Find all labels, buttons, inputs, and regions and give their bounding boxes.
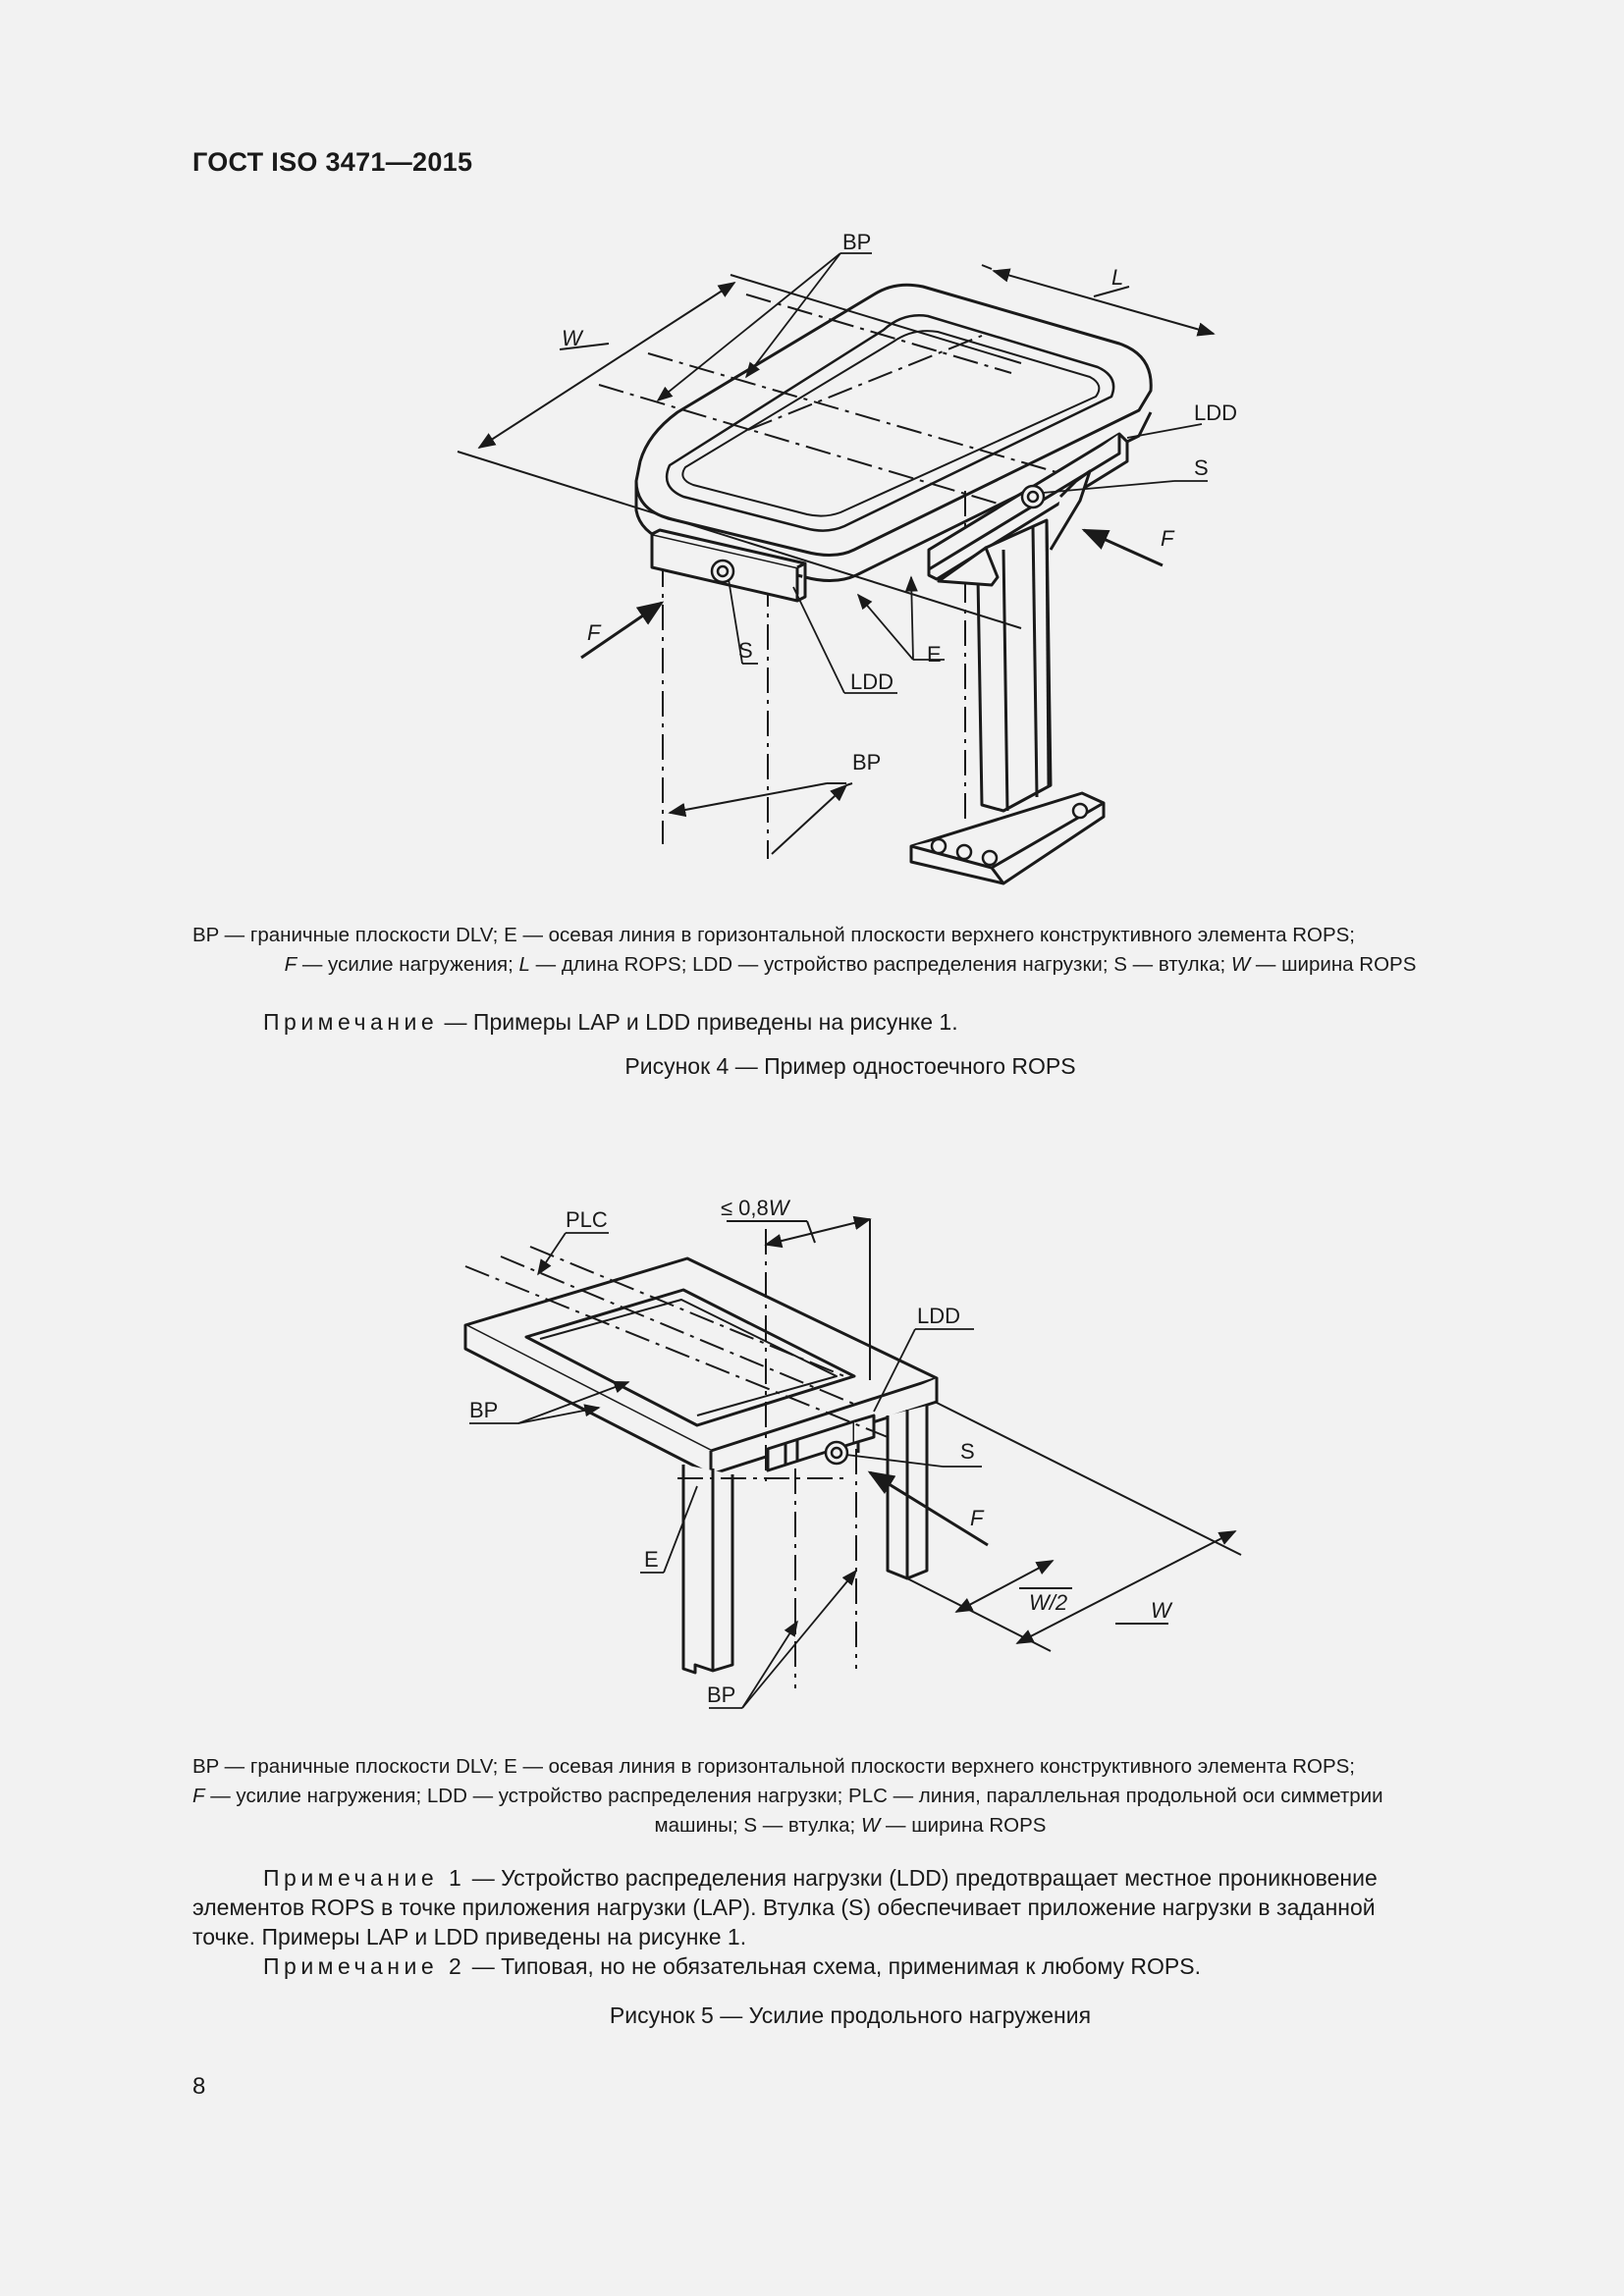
fig5-legend-line2: F — усилие нагружения; LDD — устройство распределения нагрузки; PLC — линия, параллельная продольной оси симметрии	[192, 1785, 1383, 1807]
fig5-label-ldd: LDD	[917, 1304, 961, 1328]
fig5-label-plc: PLC	[566, 1207, 608, 1232]
fig5-label-bp-left: BP	[469, 1398, 499, 1422]
fig5-label-bp-bottom: BP	[707, 1682, 736, 1707]
fig5-note2: Примечание 2 — Типовая, но не обязательная схема, применимая к любому ROPS.	[263, 1953, 1202, 1979]
fig4-label-bp-top: BP	[842, 230, 872, 254]
fig4-label-l: L	[1111, 265, 1124, 290]
figure-4-note: Примечание — Примеры LAP и LDD приведены на рисунке 1.	[263, 1009, 958, 1035]
fig4-label-f-right: F	[1161, 526, 1174, 551]
figure-5-notes	[192, 1863, 1508, 1981]
fig4-legend-line2: F — усилие нагружения; L — длина ROPS; LDD — устройство распределения нагрузки; S — втулка; W — ширина ROPS	[284, 953, 1417, 976]
fig5-label-w: W	[1151, 1598, 1171, 1623]
fig4-label-s-right: S	[1194, 455, 1209, 480]
fig5-label-f: F	[970, 1506, 984, 1530]
figure-4-legend	[192, 921, 1508, 980]
fig5-label-e: E	[644, 1547, 659, 1572]
fig5-label-w-half: W/2	[1029, 1590, 1068, 1615]
fig4-label-ldd-bottom: LDD	[850, 669, 894, 694]
fig5-label-dim: ≤ 0,8W	[721, 1196, 789, 1220]
figure-5-caption: Рисунок 5 — Усилие продольного нагружения	[609, 2002, 1092, 2028]
fig5-legend-line3: машины; S — втулка; W — ширина ROPS	[654, 1814, 1047, 1837]
fig4-legend-line1: BP — граничные плоскости DLV; E — осевая линия в горизонтальной плоскости верхнего конструктивного элемента ROPS;	[192, 924, 1356, 946]
fig4-label-w: W	[562, 326, 582, 350]
figure-4-caption: Рисунок 4 — Пример одностоечного ROPS	[624, 1053, 1076, 1079]
fig5-legend-line1: BP — граничные плоскости DLV; E — осевая линия в горизонтальной плоскости верхнего конструктивного элемента ROPS;	[192, 1755, 1356, 1778]
fig4-label-ldd-right: LDD	[1194, 400, 1238, 425]
fig5-label-s: S	[960, 1439, 975, 1464]
document-header: ГОСТ ISO 3471—2015	[192, 147, 473, 177]
figure-5-drawing	[0, 1158, 1624, 1747]
page-number: 8	[192, 2073, 206, 2100]
fig4-label-s-left: S	[738, 638, 753, 663]
fig4-label-bp-bottom: BP	[852, 750, 882, 774]
figure-5-legend	[192, 1752, 1508, 1841]
figure-4-drawing	[0, 0, 1624, 903]
fig5-note1-line2: элементов ROPS в точке приложения нагрузки (LAP). Втулка (S) обеспечивает приложение нагрузки в заданной	[192, 1895, 1376, 1920]
fig5-note1-line1: Примечание 1 — Устройство распределения нагрузки (LDD) предотвращает местное проникновение	[263, 1865, 1378, 1891]
fig4-label-f-left: F	[587, 620, 601, 645]
fig4-label-e: E	[927, 642, 942, 667]
fig5-note1-line3: точке. Примеры LAP и LDD приведены на рисунке 1.	[192, 1924, 747, 1949]
